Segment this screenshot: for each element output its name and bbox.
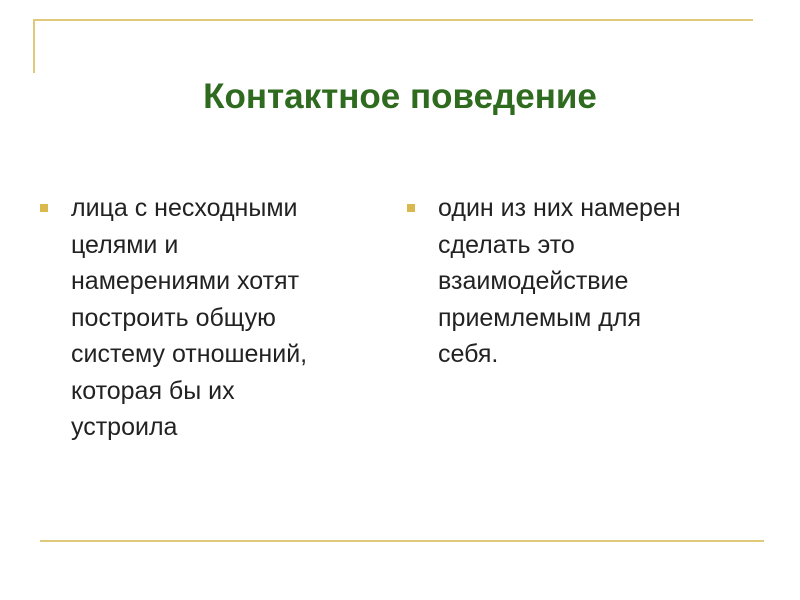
bullet-item-right [407, 190, 767, 373]
slide-title: Контактное поведение [203, 77, 597, 116]
bullet-text-left: лица с несходными целями и намерениями хотят построить общую систему отношений, которая бы их устроила [71, 194, 308, 441]
bullet-text-right: один из них намерен сделать это взаимодействие приемлемым для себя. [438, 194, 681, 368]
frame-left-line [33, 19, 35, 73]
square-bullet-icon [40, 204, 48, 212]
frame-bottom-line [40, 540, 764, 542]
frame-top-line [33, 19, 753, 21]
square-bullet-icon [407, 204, 415, 212]
bullet-item-left [40, 190, 380, 446]
